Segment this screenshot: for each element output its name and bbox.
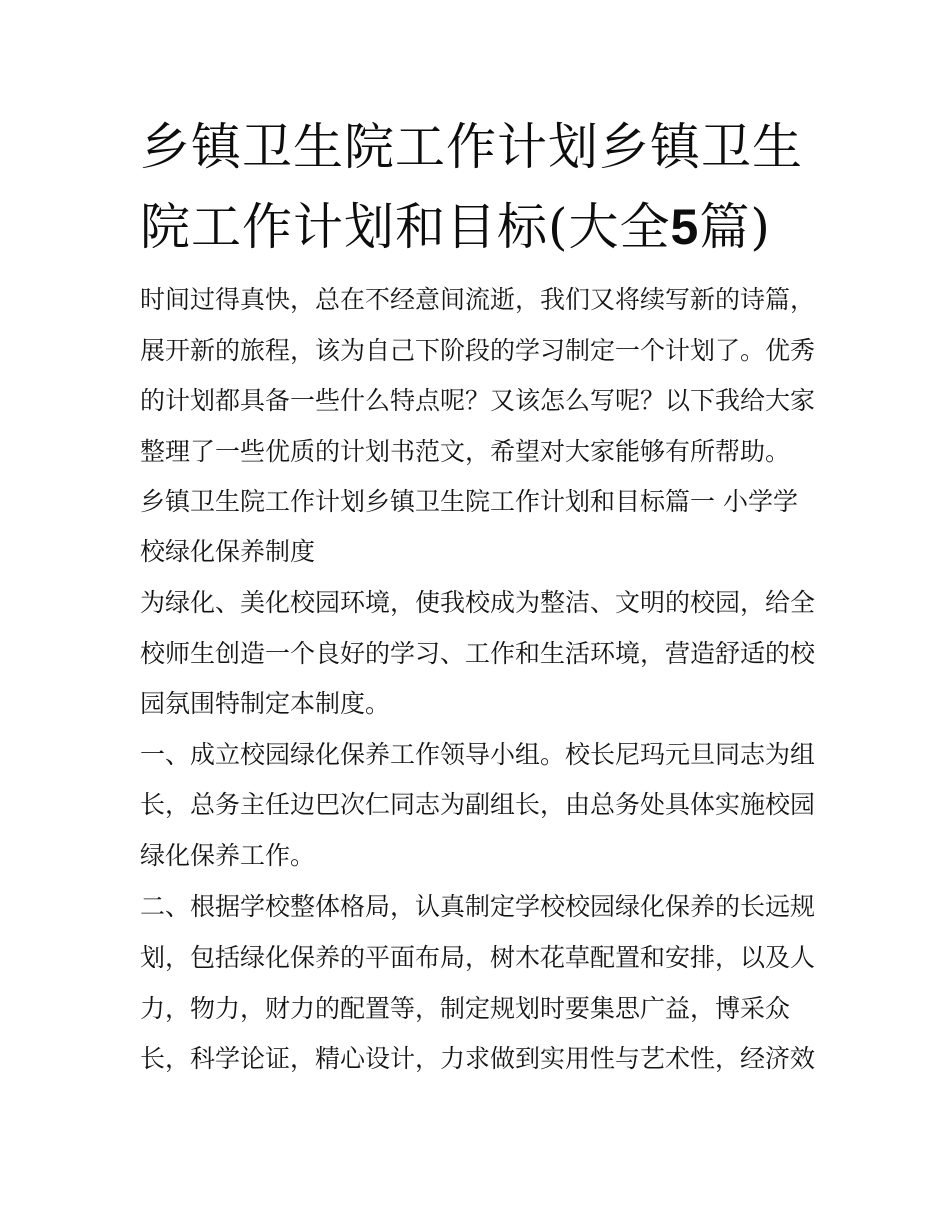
text-line: 园氛围特制定本制度。 [140, 689, 391, 718]
text-line: 绿化保养工作。 [140, 841, 316, 870]
text-line: 乡镇卫生院工作计划乡镇卫生院工作计划和目标篇一 小学学 [140, 487, 798, 516]
text-line: 二、根据学校整体格局，认真制定学校校园绿化保养的长远规 [140, 892, 816, 921]
title-number: 5 [670, 199, 700, 255]
text-line: 为绿化、美化校园环境，使我校成为整洁、文明的校园，给全 [140, 588, 816, 617]
title-line-1: 乡镇卫生院工作计划乡镇卫生 [140, 118, 803, 176]
text-line: 力，物力，财力的配置等，制定规划时要集思广益，博采众 [140, 994, 791, 1023]
text-line: 划，包括绿化保养的平面布局，树木花草配置和安排，以及人 [140, 943, 816, 972]
title-line-2-suffix: 篇) [699, 198, 771, 256]
title-line-2-text: 院工作计划和目标(大全 [140, 198, 671, 256]
text-line: 校绿化保养制度 [140, 537, 316, 566]
text-line: 一、成立校园绿化保养工作领导小组。校长尼玛元旦同志为组 [140, 740, 816, 769]
text-line: 校师生创造一个良好的学习、工作和生活环境，营造舒适的校 [140, 639, 816, 668]
text-line: 时间过得真快，总在不经意间流逝，我们又将续写新的诗篇， [140, 285, 816, 314]
text-line: 的计划都具备一些什么特点呢？又该怎么写呢？以下我给大家 [140, 386, 816, 415]
text-line: 长，总务主任边巴次仁同志为副组长，由总务处具体实施校园 [140, 790, 816, 819]
text-line: 展开新的旅程，该为自己下阶段的学习制定一个计划了。优秀 [140, 336, 816, 365]
text-line: 整理了一些优质的计划书范文，希望对大家能够有所帮助。 [140, 437, 791, 466]
title-line-2 [140, 197, 771, 257]
text-line: 长，科学论证，精心设计，力求做到实用性与艺术性，经济效 [140, 1044, 816, 1073]
